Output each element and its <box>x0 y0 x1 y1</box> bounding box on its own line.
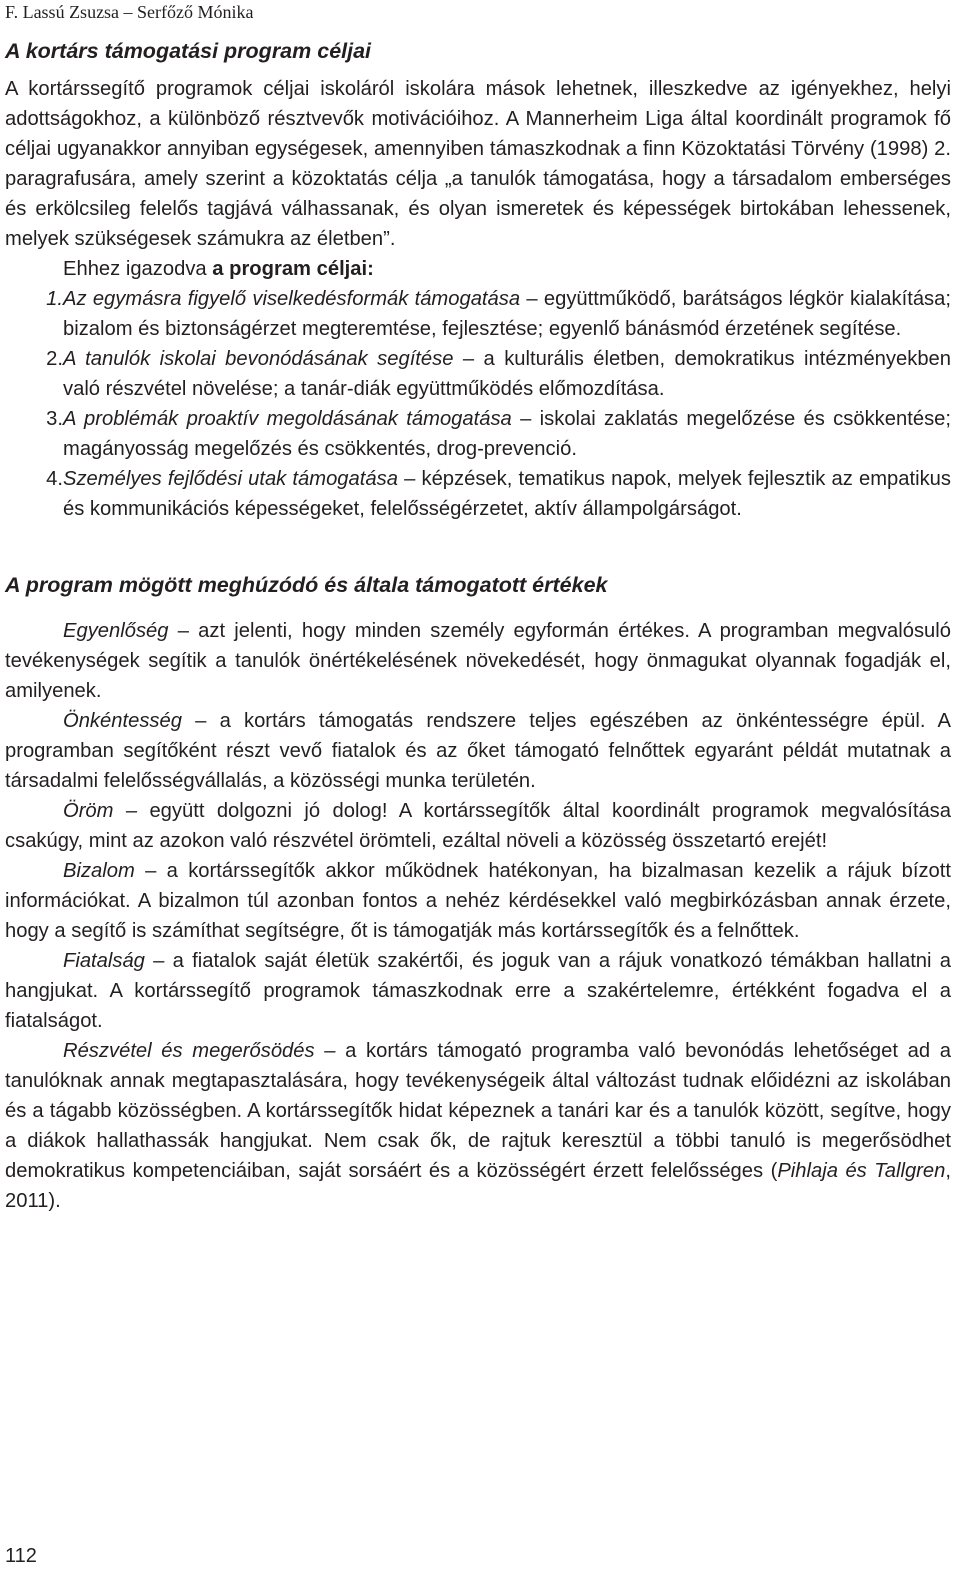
goal-dash: – <box>453 348 484 370</box>
goal-item <box>5 404 951 464</box>
goal-number: 3. <box>46 408 63 430</box>
value-term: Bizalom <box>63 860 135 882</box>
goal-text: képzések, tematikus napok, melyek fejlesztik az empatikus és kommunikációs képességeket, felelősségérzetet, aktív állampolgárságot. <box>63 468 951 520</box>
value-term: Öröm <box>63 800 114 822</box>
citation-year: , 2011). <box>5 1160 951 1212</box>
goal-number: 1. <box>46 288 63 310</box>
section-heading-goals: A kortárs támogatási program céljai <box>5 39 372 63</box>
value-text: – azt jelenti, hogy minden személy egyformán értékes. A programban megvalósuló tevékenységek segítik a tanulók önértékelésének növekedését, hogy önmagukat olyannak fogadják el, amilyenek. <box>5 620 951 702</box>
running-head: F. Lassú Zsuzsa – Serfőző Mónika <box>5 2 254 22</box>
value-paragraph <box>5 856 951 946</box>
value-paragraph <box>5 616 951 706</box>
goal-item <box>5 284 951 344</box>
intro-paragraph: A kortárssegítő programok céljai iskoláról iskolára mások lehetnek, illeszkedve az igényekhez, helyi adottságokhoz, a különböző résztvevők motivációihoz. A Mannerheim Liga által koordinált programok fő céljai ugyanakkor annyiban egységesek, amennyiben támaszkodnak a finn Közoktatási Törvény (1998) 2. paragrafusára, amely szerint a közoktatás célja „a tanulók támogatása, hogy a társadalom emberséges és erkölcsileg felelős tagjává válhassanak, és olyan ismeretek és képességek birtokában lehessenek, melyek szükségesek számukra az életben”. <box>5 78 951 250</box>
goal-dash: – <box>397 468 422 490</box>
value-term: Fiatalság <box>63 950 145 972</box>
goals-list <box>5 284 951 524</box>
value-term: Önkéntesség <box>63 710 182 732</box>
goal-text: iskolai zaklatás megelőzése és csökkentése; magányosság megelőzés és csökkentés, drog-prevenció. <box>63 408 952 460</box>
goal-dash: – <box>520 288 544 310</box>
goal-title: A tanulók iskolai bevonódásának segítése <box>63 348 454 370</box>
value-paragraph <box>5 706 951 796</box>
citation-authors: Pihlaja és Tallgren <box>777 1160 946 1182</box>
value-text: – a kortárs támogató programba való bevonódás lehetőséget ad a tanulóknak annak megtapasztalására, hogy tevékenységeik által változást tudnak előidézni az iskolában és a tágabb közösségben. A kortárssegítők hidat képeznek a tanári kar és a tanulók között, segítve, hogy a diákok hallathassák hangjukat. Nem csak ők, de rajtuk keresztül a többi tanuló is megerősödhet demokratikus kompetenciáiban, saját sorsáért és a közösségért érzett felelősséges ( <box>5 1040 951 1182</box>
value-text: – együtt dolgozni jó dolog! A kortárssegítők által koordinált programok megvalósítása csakúgy, mint az azokon való részvétel örömteli, ezáltal növeli a közösség összetartó erejét! <box>5 800 951 852</box>
goal-item <box>5 344 951 404</box>
goals-lead <box>5 254 951 284</box>
value-text: – a kortárs támogatás rendszere teljes egészében az önkéntességre épül. A programban segítőként részt vevő fiatalok és az őket támogató felnőttek egyaránt példát mutatnak a társadalmi felelősségvállalás, a közösségi munka területén. <box>5 710 951 792</box>
goal-text: a kulturális életben, demokratikus intézményekben való részvétel növelése; a tanár-diák együttműködés előmozdítása. <box>63 348 952 400</box>
goals-lead-bold: a program céljai: <box>212 258 374 280</box>
value-paragraph <box>5 796 951 856</box>
value-paragraph <box>5 946 951 1036</box>
value-text: – a kortárssegítők akkor működnek hatékonyan, ha bizalmasan kezelik a rájuk bízott információkat. A bizalmon túl azonban fontos a nehéz kérdésekkel való megbirkózásban annak érzete, hogy a segítő is számíthat segítségre, őt is támogatják más kortárssegítők és a felnőttek. <box>5 860 951 942</box>
goal-number: 4. <box>46 468 63 490</box>
goal-title: Az egymásra figyelő viselkedésformák támogatása <box>63 288 521 310</box>
value-term: Részvétel és megerősödés <box>63 1040 315 1062</box>
goal-item <box>5 464 951 524</box>
page-number: 112 <box>5 1545 37 1567</box>
page-content <box>5 36 951 1216</box>
goal-number: 2. <box>46 348 63 370</box>
goals-lead-plain: Ehhez igazodva <box>63 258 213 280</box>
value-term: Egyenlőség <box>63 620 169 642</box>
goal-dash: – <box>511 408 540 430</box>
goal-text: együttműködő, barátságos légkör kialakítása; bizalom és biztonságérzet megteremtése, fejlesztése; egyenlő bánásmód érzetének segítése. <box>63 288 951 340</box>
goal-title: Személyes fejlődési utak támogatása <box>63 468 398 490</box>
goal-title: A problémák proaktív megoldásának támogatása <box>63 408 512 430</box>
value-text: – a fiatalok saját életük szakértői, és joguk van a rájuk vonatkozó témákban hallatni a hangjukat. A kortárssegítő programok támaszkodnak erre a szakértelemre, értékként fogadva el a fiatalságot. <box>5 950 951 1032</box>
section-heading-values: A program mögött meghúzódó és általa támogatott értékek <box>5 573 608 597</box>
value-paragraph-last <box>5 1036 951 1216</box>
